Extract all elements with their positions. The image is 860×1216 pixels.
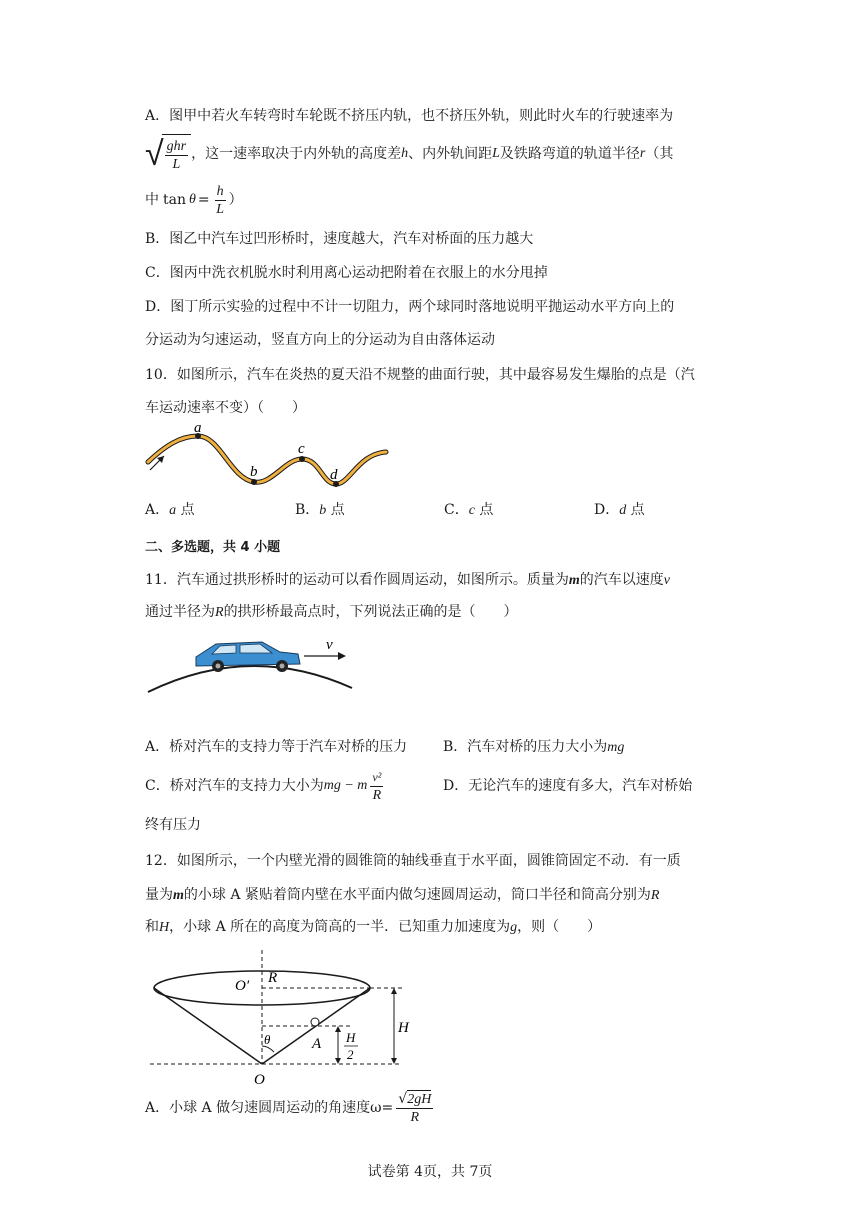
q9-option-a-line3: 中 tan θ = $\frac{h}{L}$ ） <box>145 183 243 217</box>
q10-stem-line2: 车运动速率不变）（ ） <box>145 400 306 416</box>
q10-option-c: C．c 点 <box>444 502 494 518</box>
q10-option-a: A．a 点 <box>145 502 195 518</box>
q9-option-d-line2: 分运动为匀速运动，竖直方向上的分运动为自由落体运动 <box>145 332 495 348</box>
point-b-label: b <box>250 464 258 480</box>
q11-stem-line2: 通过半径为R的拱形桥最高点时，下列说法正确的是（ ） <box>145 604 518 620</box>
label-h-half-num: H <box>346 1030 356 1045</box>
label-o-prime: O′ <box>235 978 250 994</box>
point-a-label: a <box>194 422 202 436</box>
q9-option-a-line1: A．图甲中若火车转弯时车轮既不挤压内轨，也不挤压外轨，则此时火车的行驶速率为 <box>145 108 674 124</box>
q9-option-a-line2: √ $\frac{\text{ghr}}{L}$ ，这一速率取决于内外轨的高度差 h 、内外轨间距 L 及铁路弯道的轨道半径 r （其 <box>145 134 674 174</box>
q9-option-c: C．图丙中洗衣机脱水时利用离心运动把附着在衣服上的水分甩掉 <box>145 265 548 281</box>
q9-option-b: B．图乙中汽车过凹形桥时，速度越大，汽车对桥面的压力越大 <box>145 231 534 247</box>
label-r: R <box>268 970 278 986</box>
q11-option-b: B．汽车对桥的压力大小为mg <box>443 739 625 755</box>
q12-stem-line2: 量为m的小球 A 紧贴着筒内壁在水平面内做匀速圆周运动，筒口半径和筒高分别为R <box>145 887 660 903</box>
q11-option-d-line1: D．无论汽车的速度有多大，汽车对桥始 <box>443 778 693 794</box>
label-h-half-den: 2 <box>347 1047 354 1062</box>
velocity-label: v <box>326 637 333 653</box>
label-o: O <box>254 1072 265 1088</box>
q12-stem-line1: 12．如图所示，一个内壁光滑的圆锥筒的轴线垂直于水平面，圆锥筒固定不动．有一质 <box>145 853 681 869</box>
q12-cone-figure <box>140 946 420 1092</box>
section-heading-multiple-choice: 二、多选题，共 4 小题 <box>145 540 281 555</box>
q10-wavy-road-figure <box>140 422 400 494</box>
q9-option-d-line1: D．图丁所示实验的过程中不计一切阻力，两个球同时落地说明平抛运动水平方向上的 <box>145 299 675 315</box>
q11-option-c: C．桥对汽车的支持力大小为 mg − m $\frac{\text{v²}}{R}$ <box>145 769 382 803</box>
q10-stem-line1: 10．如图所示，汽车在炎热的夏天沿不规整的曲面行驶，其中最容易发生爆胎的点是（汽 <box>145 367 695 383</box>
label-h: H <box>398 1020 409 1036</box>
q12-option-a: A．小球 A 做匀速圆周运动的角速度ω= √ 2gH R <box>145 1090 432 1125</box>
point-d-label: d <box>330 467 338 483</box>
ball-a <box>311 1018 319 1026</box>
q10-option-b: B．b 点 <box>295 502 345 518</box>
page-footer: 试卷第 4页，共 7页 <box>367 1164 493 1180</box>
q11-option-a: A．桥对汽车的支持力等于汽车对桥的压力 <box>145 739 408 755</box>
q12-stem-line3: 和H，小球 A 所在的高度为筒高的一半．已知重力加速度为g，则（ ） <box>145 919 602 935</box>
point-c-label: c <box>298 441 305 457</box>
label-theta: θ <box>264 1032 271 1047</box>
q11-option-d-line2: 终有压力 <box>145 817 201 833</box>
q10-option-d: D．d 点 <box>594 502 645 518</box>
label-a: A <box>312 1036 322 1052</box>
q11-stem-line1: 11．汽车通过拱形桥时的运动可以看作圆周运动，如图所示。质量为m的汽车以速度v <box>145 572 670 588</box>
q11-car-on-arch-bridge-figure <box>140 632 370 698</box>
sqrt-ghr-over-L: √ $\frac{\text{ghr}}{L}$ <box>145 134 191 174</box>
